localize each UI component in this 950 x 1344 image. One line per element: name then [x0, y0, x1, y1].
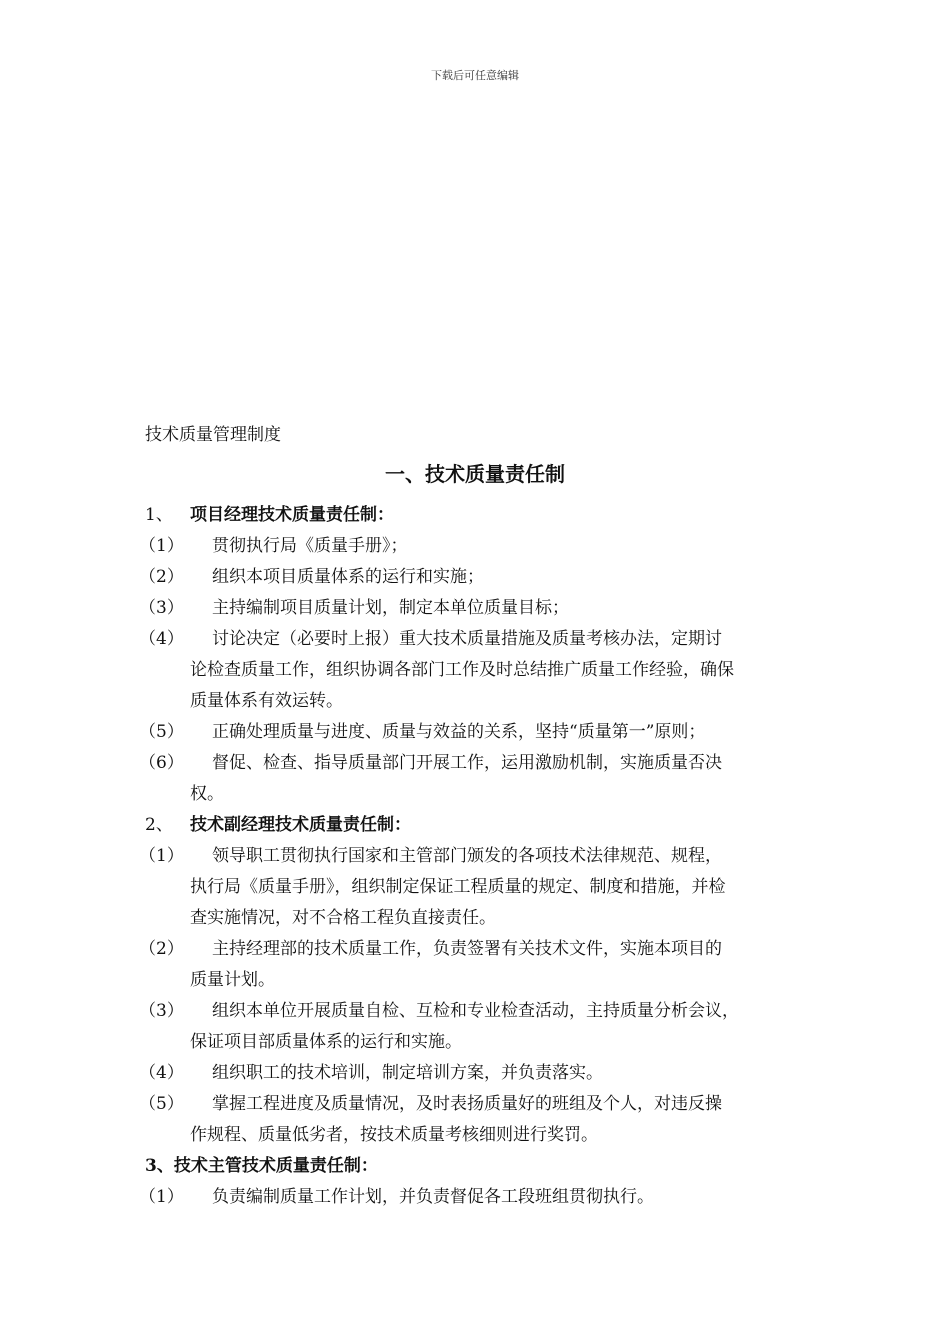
list-item — [139, 934, 825, 996]
section-number: 2、 — [145, 815, 173, 835]
section-number: 1、 — [145, 505, 173, 525]
main-heading: 一、技术质量责任制 — [385, 462, 565, 486]
item-number: （6） — [139, 753, 184, 773]
item-number: （1） — [139, 536, 184, 556]
document-body — [139, 500, 825, 1213]
item-text-line: 讨论决定（必要时上报）重大技术质量措施及质量考核办法，定期讨 — [212, 629, 722, 649]
item-text-line: 组织本项目质量体系的运行和实施； — [212, 567, 484, 587]
list-item — [139, 562, 825, 593]
item-text-line: 论检查质量工作，组织协调各部门工作及时总结推广质量工作经验，确保 — [190, 660, 734, 680]
section-heading — [145, 500, 825, 531]
item-text-line: 组织职工的技术培训，制定培训方案，并负责落实。 — [212, 1063, 603, 1083]
item-text-line: 主持经理部的技术质量工作，负责签署有关技术文件，实施本项目的 — [212, 939, 722, 959]
section-heading — [145, 1151, 825, 1182]
item-text-line: 执行局《质量手册》，组织制定保证工程质量的规定、制度和措施，并检 — [190, 877, 726, 897]
list-item — [139, 841, 825, 934]
item-number: （1） — [139, 1187, 184, 1207]
item-text-line: 质量体系有效运转。 — [190, 691, 343, 711]
item-text-line: 主持编制项目质量计划，制定本单位质量目标； — [212, 598, 569, 618]
item-number: （4） — [139, 629, 184, 649]
list-item — [139, 593, 825, 624]
list-item — [139, 531, 825, 562]
item-number: （5） — [139, 722, 184, 742]
item-text-line: 贯彻执行局《质量手册》； — [212, 536, 408, 556]
list-item — [139, 996, 825, 1058]
item-number: （3） — [139, 598, 184, 618]
section-number: 3、 — [145, 1156, 174, 1176]
list-item — [139, 1089, 825, 1151]
item-number: （3） — [139, 1001, 184, 1021]
item-text-line: 负责编制质量工作计划，并负责督促各工段班组贯彻执行。 — [212, 1187, 654, 1207]
list-item — [139, 748, 825, 810]
list-item — [139, 624, 825, 717]
list-item — [139, 1182, 825, 1213]
item-text-line: 质量计划。 — [190, 970, 275, 990]
section-title: 技术主管技术质量责任制： — [173, 1156, 378, 1176]
item-text-line: 保证项目部质量体系的运行和实施。 — [190, 1032, 462, 1052]
header-note: 下载后可任意编辑 — [431, 69, 519, 82]
section-title: 技术副经理技术质量责任制： — [190, 815, 411, 835]
list-item — [139, 1058, 825, 1089]
document-title: 技术质量管理制度 — [145, 425, 281, 445]
item-text-line: 权。 — [190, 784, 224, 804]
item-number: （4） — [139, 1063, 184, 1083]
item-text-line: 作规程、质量低劣者，按技术质量考核细则进行奖罚。 — [190, 1125, 598, 1145]
item-number: （1） — [139, 846, 184, 866]
section-heading — [145, 810, 825, 841]
section-title: 项目经理技术质量责任制： — [190, 505, 394, 525]
item-text-line: 领导职工贯彻执行国家和主管部门颁发的各项技术法律规范、规程， — [212, 846, 722, 866]
item-number: （5） — [139, 1094, 184, 1114]
item-text-line: 掌握工程进度及质量情况，及时表扬质量好的班组及个人，对违反操 — [212, 1094, 722, 1114]
item-text-line: 组织本单位开展质量自检、互检和专业检查活动，主持质量分析会议， — [212, 1001, 739, 1021]
item-text-line: 督促、检查、指导质量部门开展工作，运用激励机制，实施质量否决 — [212, 753, 722, 773]
list-item — [139, 717, 825, 748]
item-number: （2） — [139, 567, 184, 587]
item-text-line: 查实施情况，对不合格工程负直接责任。 — [190, 908, 496, 928]
item-number: （2） — [139, 939, 184, 959]
item-text-line: 正确处理质量与进度、质量与效益的关系，坚持“质量第一”原则； — [212, 722, 706, 742]
